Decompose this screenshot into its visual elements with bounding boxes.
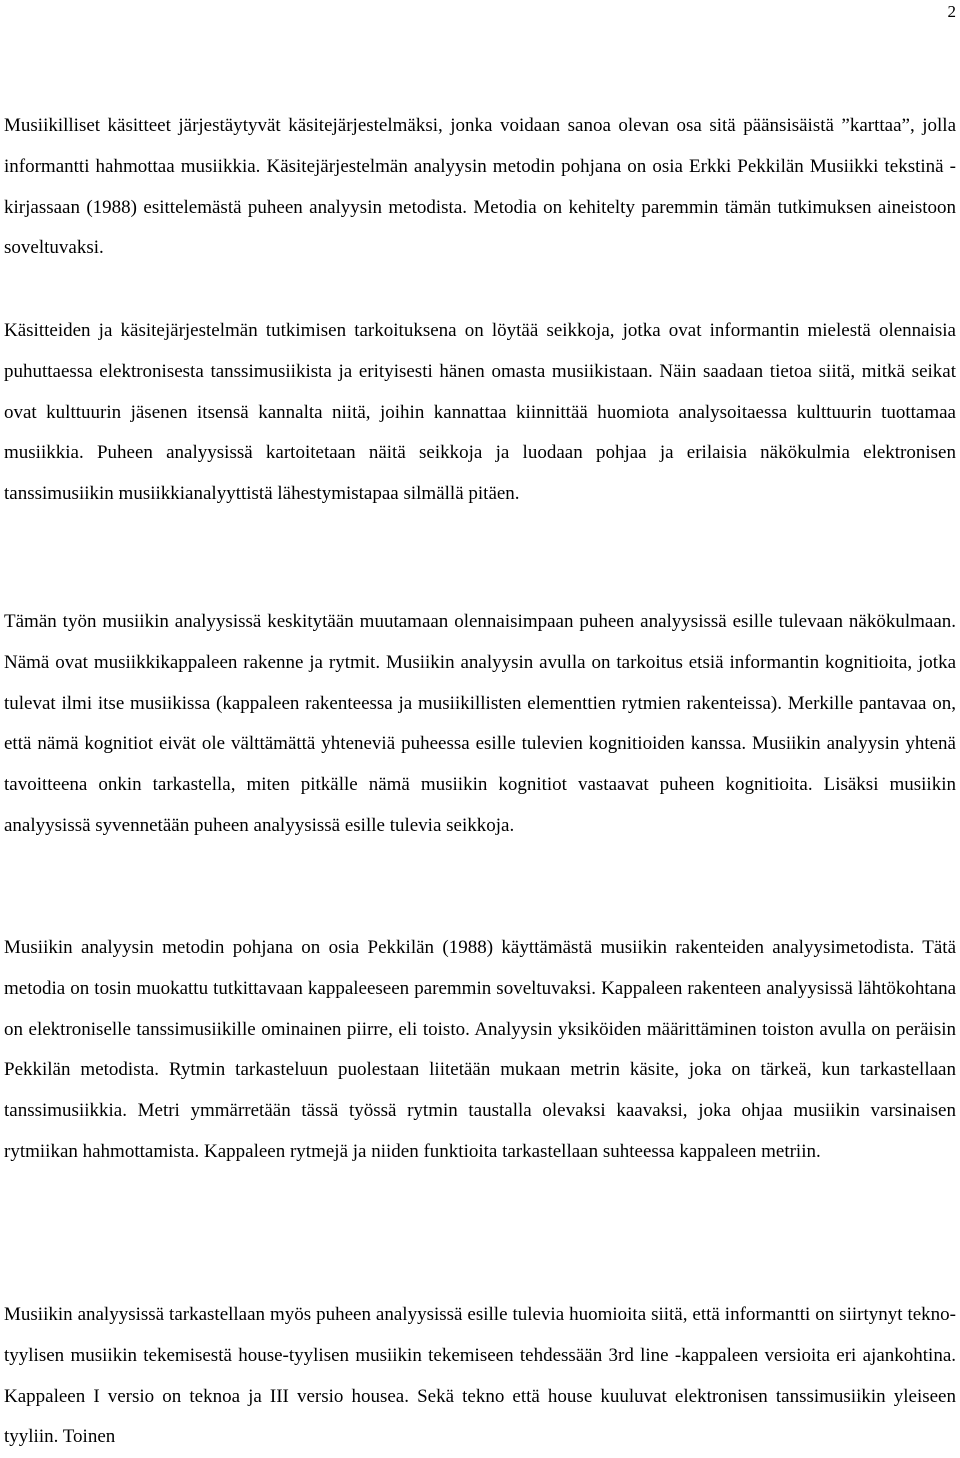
page-number: 2 [947, 2, 956, 21]
paragraph-1: Musiikilliset käsitteet järjestäytyvät käsitejärjestelmäksi, jonka voidaan sanoa olevan osa sitä päänsisäistä ”karttaa”, jolla informantti hahmottaa musiikkia. Käsitejärjestelmän analyysin metodin pohjana on osia Erkki Pekkilän Musiikki tekstinä -kirjassaan (1988) esittelemästä puheen analyysin metodista. Metodia on kehitelty paremmin tämän tutkimuksen aineistoon soveltuvaksi. [4, 115, 956, 259]
paragraph-5: Musiikin analyysissä tarkastellaan myös puheen analyysissä esille tulevia huomioita siitä, että informantti on siirtynyt tekno-tyylisen musiikin tekemisestä house-tyylisen musiikin tekemiseen tehdessään 3rd line -kappaleen versioita eri ajankohtina. Kappaleen I versio on teknoa ja III versio housea. Sekä tekno että house kuuluvat elektronisen tanssimusiikin yleiseen tyyliin. Toinen [4, 1304, 956, 1448]
paragraph-3: Tämän työn musiikin analyysissä keskitytään muutamaan olennaisimpaan puheen analyysissä esille tulevaan näkökulmaan. Nämä ovat musiikkikappaleen rakenne ja rytmit. Musiikin analyysin avulla on tarkoitus etsiä informantin kognitioita, jotka tulevat ilmi itse musiikissa (kappaleen rakenteessa ja musiikillisten elementtien rytmien rakenteissa). Merkille pantavaa on, että nämä kognitiot eivät ole välttämättä yhteneviä puheessa esille tulevien kognitioiden kanssa. Musiikin analyysin yhtenä tavoitteena onkin tarkastella, miten pitkälle nämä musiikin kognitiot vastaavat puheen kognitioita. Lisäksi musiikin analyysissä syvennetään puheen analyysissä esille tulevia seikkoja. [4, 611, 956, 836]
paragraph-4: Musiikin analyysin metodin pohjana on osia Pekkilän (1988) käyttämästä musiikin rakenteiden analyysimetodista. Tätä metodia on tosin muokattu tutkittavaan kappaleeseen paremmin soveltuvaksi. Kappaleen rakenteen analyysissä lähtökohtana on elektroniselle tanssimusiikille ominainen piirre, eli toisto. Analyysin yksiköiden määrittäminen toiston avulla on peräisin Pekkilän metodista. Rytmin tarkasteluun puolestaan liitetään mukaan metrin käsite, joka on tärkeä, kun tarkastellaan tanssimusiikkia. Metri ymmärretään tässä työssä rytmin taustalla olevaksi kaavaksi, joka ohjaa musiikin varsinaisen rytmiikan hahmottamista. Kappaleen rytmejä ja niiden funktioita tarkastellaan suhteessa kappaleen metriin. [4, 937, 956, 1162]
paragraph-2: Käsitteiden ja käsitejärjestelmän tutkimisen tarkoituksena on löytää seikkoja, jotka ovat informantin mielestä olennaisia puhuttaessa elektronisesta tanssimusiikista ja erityisesti hänen omasta musiikistaan. Näin saadaan tietoa siitä, mitkä seikat ovat kulttuurin jäsenen itsensä kannalta niitä, joihin kannattaa kiinnittää huomiota analysoitaessa kulttuurin tuottamaa musiikkia. Puheen analyysissä kartoitetaan näitä seikkoja ja luodaan pohjaa ja erilaisia näkökulmia elektronisen tanssimusiikin musiikkianalyyttistä lähestymistapaa silmällä pitäen. [4, 320, 956, 505]
